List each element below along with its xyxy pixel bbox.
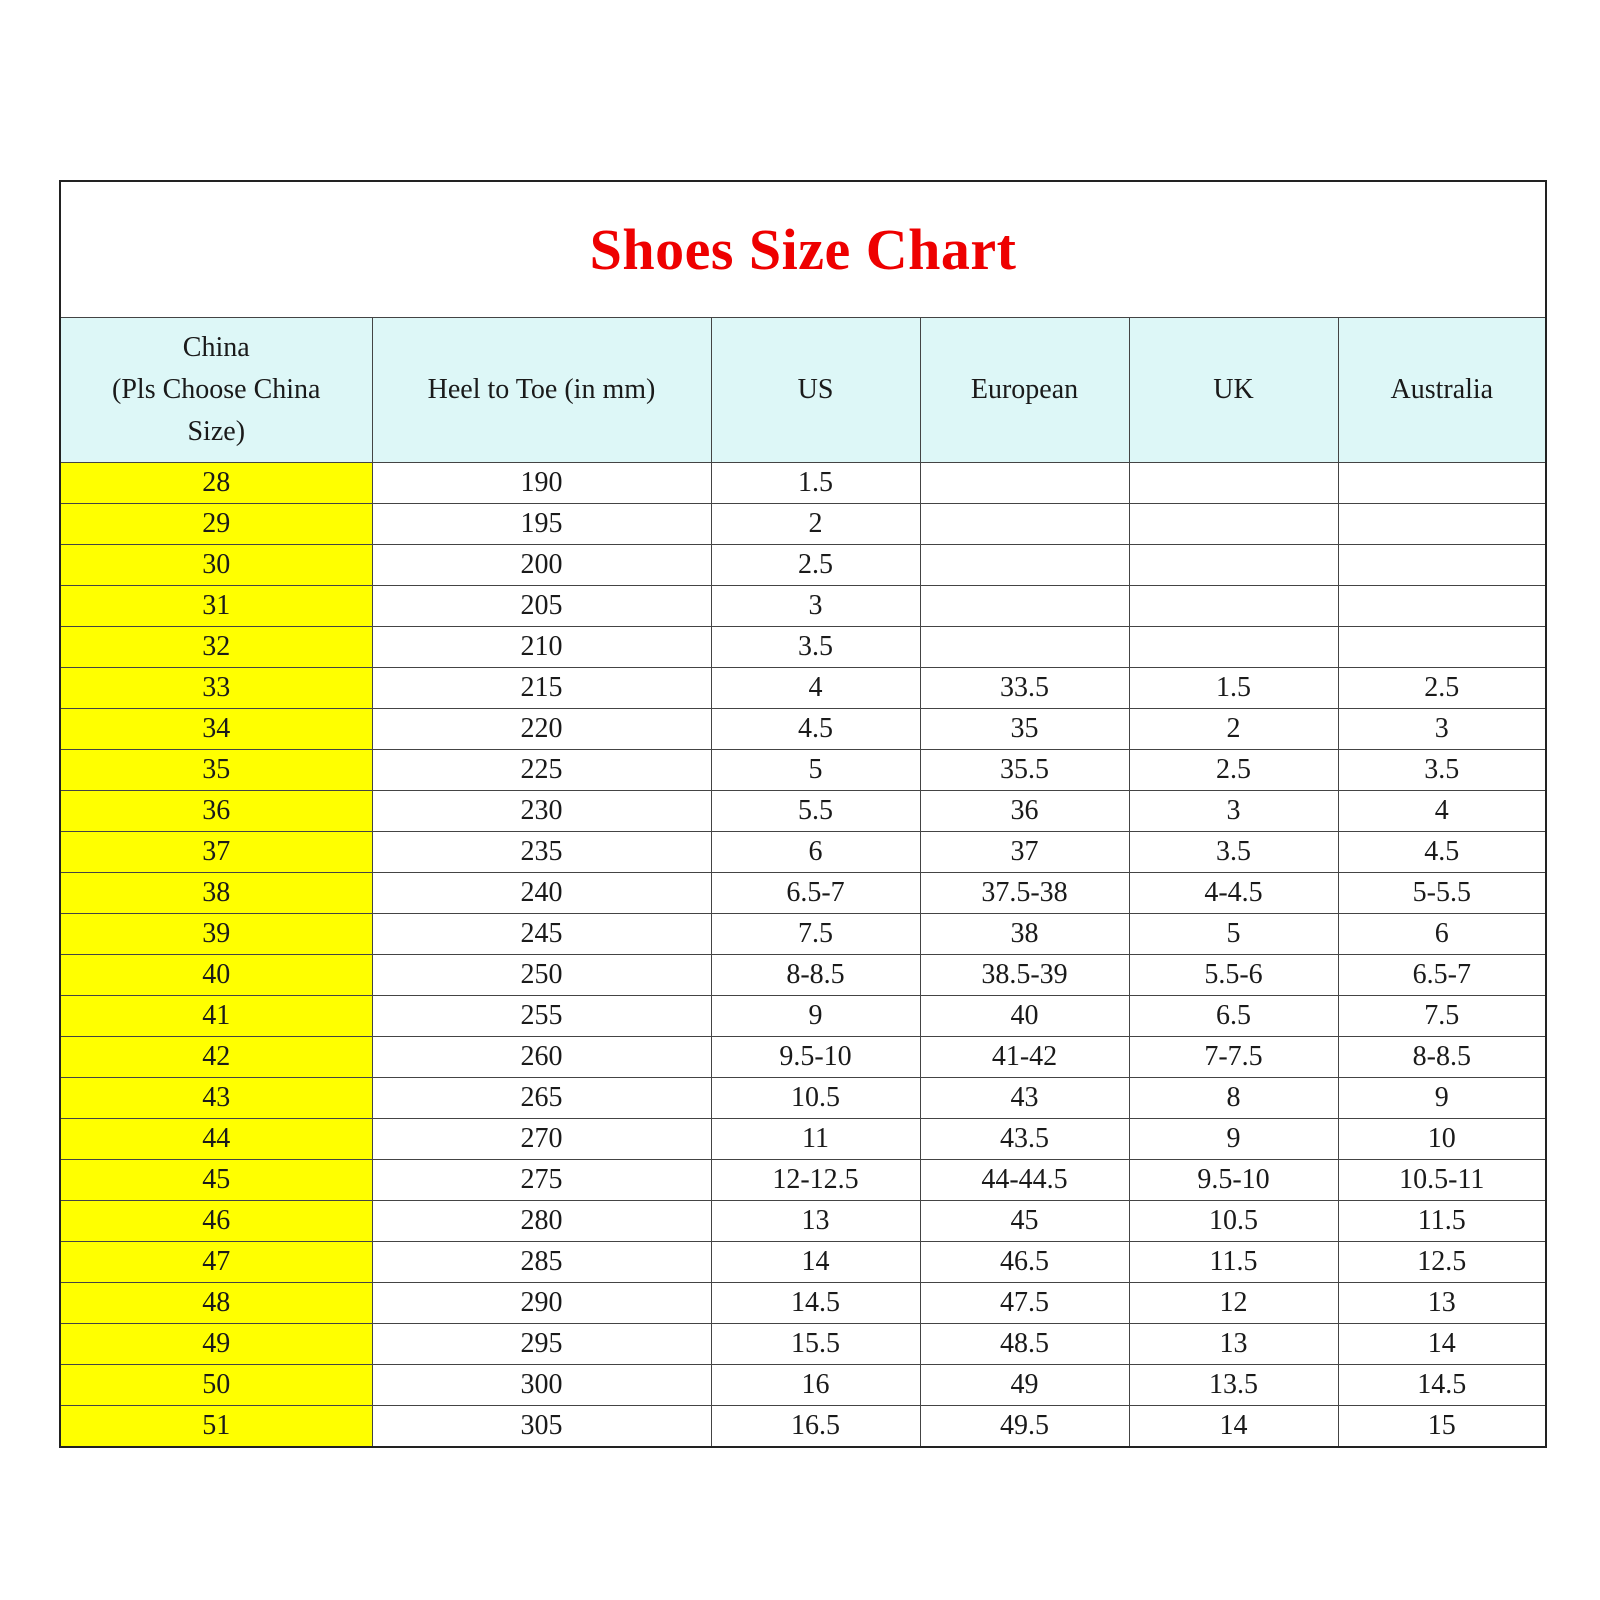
cell-heel-to-toe: 240 <box>372 873 711 914</box>
cell-china: 36 <box>60 791 372 832</box>
cell-china: 37 <box>60 832 372 873</box>
cell-australia: 6 <box>1338 914 1546 955</box>
table-row <box>60 586 1546 627</box>
cell-us: 12-12.5 <box>711 1160 920 1201</box>
cell-european: 44-44.5 <box>920 1160 1129 1201</box>
cell-australia: 5-5.5 <box>1338 873 1546 914</box>
cell-australia <box>1338 504 1546 545</box>
cell-australia: 7.5 <box>1338 996 1546 1037</box>
table-row <box>60 832 1546 873</box>
cell-australia <box>1338 463 1546 504</box>
china-header-line1: China <box>182 332 250 363</box>
cell-european: 47.5 <box>920 1283 1129 1324</box>
cell-china: 29 <box>60 504 372 545</box>
cell-australia: 13 <box>1338 1283 1546 1324</box>
cell-european: 35 <box>920 709 1129 750</box>
cell-australia: 3.5 <box>1338 750 1546 791</box>
cell-uk: 11.5 <box>1129 1242 1338 1283</box>
table-row <box>60 1242 1546 1283</box>
cell-european: 38.5-39 <box>920 955 1129 996</box>
cell-china: 44 <box>60 1119 372 1160</box>
cell-uk: 9 <box>1129 1119 1338 1160</box>
cell-us: 10.5 <box>711 1078 920 1119</box>
cell-european <box>920 463 1129 504</box>
cell-european: 41-42 <box>920 1037 1129 1078</box>
cell-us: 2.5 <box>711 545 920 586</box>
cell-heel-to-toe: 300 <box>372 1365 711 1406</box>
cell-uk: 2.5 <box>1129 750 1338 791</box>
cell-uk: 6.5 <box>1129 996 1338 1037</box>
cell-uk <box>1129 504 1338 545</box>
cell-european: 38 <box>920 914 1129 955</box>
cell-china: 42 <box>60 1037 372 1078</box>
cell-uk: 1.5 <box>1129 668 1338 709</box>
cell-china: 30 <box>60 545 372 586</box>
cell-uk: 13.5 <box>1129 1365 1338 1406</box>
cell-uk <box>1129 545 1338 586</box>
cell-european: 43.5 <box>920 1119 1129 1160</box>
table-row <box>60 996 1546 1037</box>
cell-european: 37 <box>920 832 1129 873</box>
table-row <box>60 545 1546 586</box>
cell-australia: 9 <box>1338 1078 1546 1119</box>
column-header-us: US <box>711 318 920 463</box>
table-row <box>60 791 1546 832</box>
cell-us: 16.5 <box>711 1406 920 1448</box>
table-row <box>60 914 1546 955</box>
cell-us: 3.5 <box>711 627 920 668</box>
cell-china: 46 <box>60 1201 372 1242</box>
table-row <box>60 668 1546 709</box>
cell-us: 4 <box>711 668 920 709</box>
cell-china: 33 <box>60 668 372 709</box>
cell-us: 6.5-7 <box>711 873 920 914</box>
table-row <box>60 1283 1546 1324</box>
cell-european: 37.5-38 <box>920 873 1129 914</box>
cell-china: 34 <box>60 709 372 750</box>
cell-uk: 10.5 <box>1129 1201 1338 1242</box>
cell-uk <box>1129 586 1338 627</box>
cell-heel-to-toe: 190 <box>372 463 711 504</box>
cell-us: 4.5 <box>711 709 920 750</box>
cell-uk: 5 <box>1129 914 1338 955</box>
cell-us: 16 <box>711 1365 920 1406</box>
header-row <box>60 318 1546 463</box>
cell-european <box>920 545 1129 586</box>
table-row <box>60 955 1546 996</box>
table-row <box>60 1324 1546 1365</box>
cell-australia: 4.5 <box>1338 832 1546 873</box>
cell-uk: 14 <box>1129 1406 1338 1448</box>
chart-title: Shoes Size Chart <box>589 217 1017 282</box>
cell-heel-to-toe: 205 <box>372 586 711 627</box>
cell-european: 40 <box>920 996 1129 1037</box>
china-header-line3: Size) <box>187 416 246 447</box>
cell-australia: 14.5 <box>1338 1365 1546 1406</box>
cell-australia: 3 <box>1338 709 1546 750</box>
cell-uk: 3.5 <box>1129 832 1338 873</box>
table-row <box>60 504 1546 545</box>
cell-heel-to-toe: 225 <box>372 750 711 791</box>
cell-china: 50 <box>60 1365 372 1406</box>
cell-australia: 4 <box>1338 791 1546 832</box>
cell-us: 3 <box>711 586 920 627</box>
cell-china: 28 <box>60 463 372 504</box>
column-header-european: European <box>920 318 1129 463</box>
cell-european: 35.5 <box>920 750 1129 791</box>
cell-australia <box>1338 586 1546 627</box>
cell-heel-to-toe: 305 <box>372 1406 711 1448</box>
cell-uk: 3 <box>1129 791 1338 832</box>
cell-european <box>920 627 1129 668</box>
cell-heel-to-toe: 260 <box>372 1037 711 1078</box>
cell-us: 13 <box>711 1201 920 1242</box>
cell-us: 15.5 <box>711 1324 920 1365</box>
size-chart-table <box>59 180 1547 1448</box>
table-row <box>60 1078 1546 1119</box>
cell-heel-to-toe: 210 <box>372 627 711 668</box>
cell-us: 7.5 <box>711 914 920 955</box>
cell-heel-to-toe: 290 <box>372 1283 711 1324</box>
cell-us: 9 <box>711 996 920 1037</box>
table-row <box>60 1201 1546 1242</box>
cell-uk: 13 <box>1129 1324 1338 1365</box>
cell-uk: 8 <box>1129 1078 1338 1119</box>
table-row <box>60 873 1546 914</box>
table-row <box>60 1160 1546 1201</box>
cell-us: 14 <box>711 1242 920 1283</box>
cell-china: 47 <box>60 1242 372 1283</box>
cell-european: 33.5 <box>920 668 1129 709</box>
cell-uk: 2 <box>1129 709 1338 750</box>
cell-australia: 14 <box>1338 1324 1546 1365</box>
table-row <box>60 1119 1546 1160</box>
cell-heel-to-toe: 230 <box>372 791 711 832</box>
cell-heel-to-toe: 280 <box>372 1201 711 1242</box>
cell-us: 6 <box>711 832 920 873</box>
cell-uk: 4-4.5 <box>1129 873 1338 914</box>
cell-european: 46.5 <box>920 1242 1129 1283</box>
title-cell <box>60 181 1546 318</box>
cell-heel-to-toe: 235 <box>372 832 711 873</box>
cell-us: 2 <box>711 504 920 545</box>
cell-heel-to-toe: 270 <box>372 1119 711 1160</box>
cell-australia: 10.5-11 <box>1338 1160 1546 1201</box>
cell-heel-to-toe: 275 <box>372 1160 711 1201</box>
cell-european <box>920 504 1129 545</box>
cell-china: 31 <box>60 586 372 627</box>
cell-heel-to-toe: 215 <box>372 668 711 709</box>
cell-china: 43 <box>60 1078 372 1119</box>
cell-european: 43 <box>920 1078 1129 1119</box>
cell-china: 51 <box>60 1406 372 1448</box>
size-rows <box>60 463 1546 1448</box>
cell-us: 5 <box>711 750 920 791</box>
cell-us: 1.5 <box>711 463 920 504</box>
cell-heel-to-toe: 285 <box>372 1242 711 1283</box>
cell-european <box>920 586 1129 627</box>
table-row <box>60 1365 1546 1406</box>
cell-australia: 6.5-7 <box>1338 955 1546 996</box>
cell-china: 40 <box>60 955 372 996</box>
cell-heel-to-toe: 245 <box>372 914 711 955</box>
table-row <box>60 627 1546 668</box>
column-header-uk: UK <box>1129 318 1338 463</box>
cell-australia: 2.5 <box>1338 668 1546 709</box>
table-row <box>60 709 1546 750</box>
cell-uk: 7-7.5 <box>1129 1037 1338 1078</box>
cell-china: 39 <box>60 914 372 955</box>
table-row <box>60 463 1546 504</box>
cell-us: 11 <box>711 1119 920 1160</box>
cell-us: 5.5 <box>711 791 920 832</box>
cell-uk: 12 <box>1129 1283 1338 1324</box>
cell-european: 48.5 <box>920 1324 1129 1365</box>
column-header-china <box>60 318 372 463</box>
china-header-line2: (Pls Choose China <box>112 374 321 405</box>
cell-china: 48 <box>60 1283 372 1324</box>
table-row <box>60 1037 1546 1078</box>
cell-us: 9.5-10 <box>711 1037 920 1078</box>
cell-australia: 15 <box>1338 1406 1546 1448</box>
cell-uk: 5.5-6 <box>1129 955 1338 996</box>
cell-australia: 11.5 <box>1338 1201 1546 1242</box>
cell-china: 35 <box>60 750 372 791</box>
cell-australia: 12.5 <box>1338 1242 1546 1283</box>
cell-china: 41 <box>60 996 372 1037</box>
column-header-heel-to-toe: Heel to Toe (in mm) <box>372 318 711 463</box>
cell-china: 38 <box>60 873 372 914</box>
cell-heel-to-toe: 200 <box>372 545 711 586</box>
cell-uk: 9.5-10 <box>1129 1160 1338 1201</box>
cell-european: 36 <box>920 791 1129 832</box>
cell-european: 45 <box>920 1201 1129 1242</box>
table-row <box>60 750 1546 791</box>
cell-heel-to-toe: 295 <box>372 1324 711 1365</box>
cell-uk <box>1129 463 1338 504</box>
cell-heel-to-toe: 255 <box>372 996 711 1037</box>
cell-heel-to-toe: 265 <box>372 1078 711 1119</box>
cell-china: 49 <box>60 1324 372 1365</box>
cell-australia: 10 <box>1338 1119 1546 1160</box>
cell-china: 45 <box>60 1160 372 1201</box>
cell-us: 8-8.5 <box>711 955 920 996</box>
table-row <box>60 1406 1546 1448</box>
cell-china: 32 <box>60 627 372 668</box>
cell-heel-to-toe: 250 <box>372 955 711 996</box>
cell-heel-to-toe: 220 <box>372 709 711 750</box>
cell-australia <box>1338 627 1546 668</box>
title-row <box>60 181 1546 318</box>
cell-uk <box>1129 627 1338 668</box>
cell-european: 49.5 <box>920 1406 1129 1448</box>
cell-australia <box>1338 545 1546 586</box>
cell-australia: 8-8.5 <box>1338 1037 1546 1078</box>
cell-european: 49 <box>920 1365 1129 1406</box>
column-header-australia: Australia <box>1338 318 1546 463</box>
cell-heel-to-toe: 195 <box>372 504 711 545</box>
cell-us: 14.5 <box>711 1283 920 1324</box>
